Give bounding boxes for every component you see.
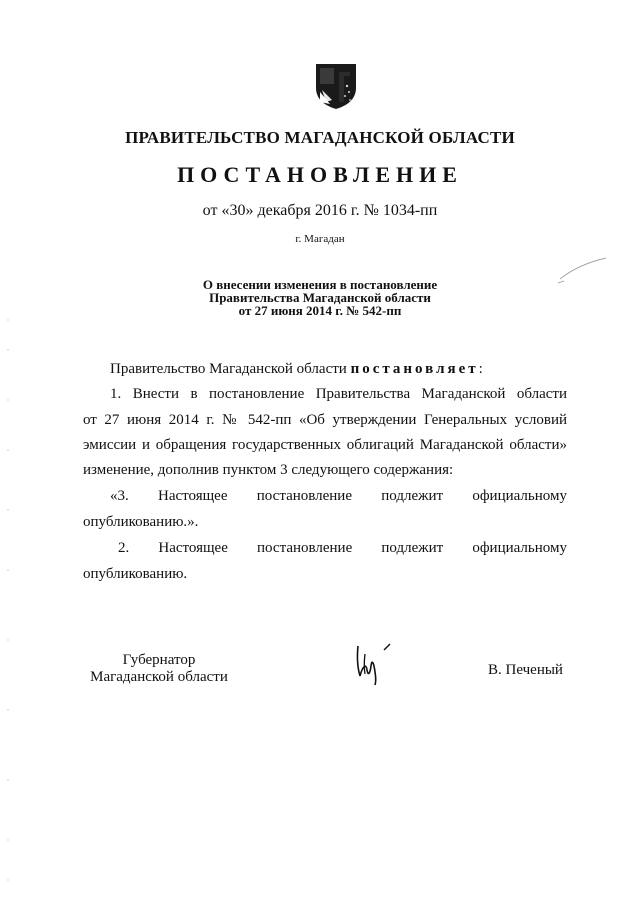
document-type: ПОСТАНОВЛЕНИЕ bbox=[177, 162, 463, 187]
subject-line-1: О внесении изменения в постановление bbox=[202, 277, 438, 292]
signatory-name: В. Печеный bbox=[488, 662, 563, 678]
document-city: г. Магадан bbox=[295, 233, 345, 245]
document-subject bbox=[150, 278, 490, 317]
document-date-number: от «30» декабря 2016 г. № 1034-пп bbox=[202, 202, 438, 219]
pen-stroke-mark bbox=[556, 255, 610, 285]
paragraph-1-line-3: эмиссии и обращения государственных облигаций Магаданской области» bbox=[83, 437, 567, 453]
subject-line-2: Правительства Магаданской области bbox=[209, 290, 431, 305]
subject-line-3: от 27 июня 2014 г. № 542-пп bbox=[238, 303, 402, 318]
paragraph-2-line-2: опубликованию. bbox=[83, 566, 188, 582]
preamble-decree-word: постановляет bbox=[350, 361, 479, 377]
quote-line-2: опубликованию.». bbox=[83, 514, 199, 530]
quote-line-1: «3. Настоящее постановление подлежит официальному bbox=[110, 488, 567, 504]
signatory-position-line-2: Магаданской области bbox=[90, 669, 228, 685]
preamble bbox=[110, 360, 483, 378]
paragraph-1-line-1: 1. Внести в постановление Правительства Магаданской области bbox=[110, 386, 567, 402]
government-name: ПРАВИТЕЛЬСТВО МАГАДАНСКОЙ ОБЛАСТИ bbox=[125, 128, 515, 147]
scan-margin-marks bbox=[6, 310, 10, 890]
paragraph-1-line-4: изменение, дополнив пунктом 3 следующего содержания: bbox=[83, 462, 454, 478]
signatory-position bbox=[84, 652, 234, 686]
preamble-text: Правительство Магаданской области bbox=[110, 361, 351, 377]
preamble-colon: : bbox=[478, 361, 483, 377]
coat-of-arms-icon bbox=[314, 62, 358, 110]
paragraph-1-line-2: от 27 июня 2014 г. № 542-пп «Об утверждении Генеральных условий bbox=[83, 412, 567, 428]
paragraph-2-line-1: 2. Настоящее постановление подлежит официальному bbox=[118, 540, 567, 556]
signatory-position-line-1: Губернатор bbox=[122, 652, 196, 668]
handwritten-signature-icon bbox=[348, 636, 398, 686]
